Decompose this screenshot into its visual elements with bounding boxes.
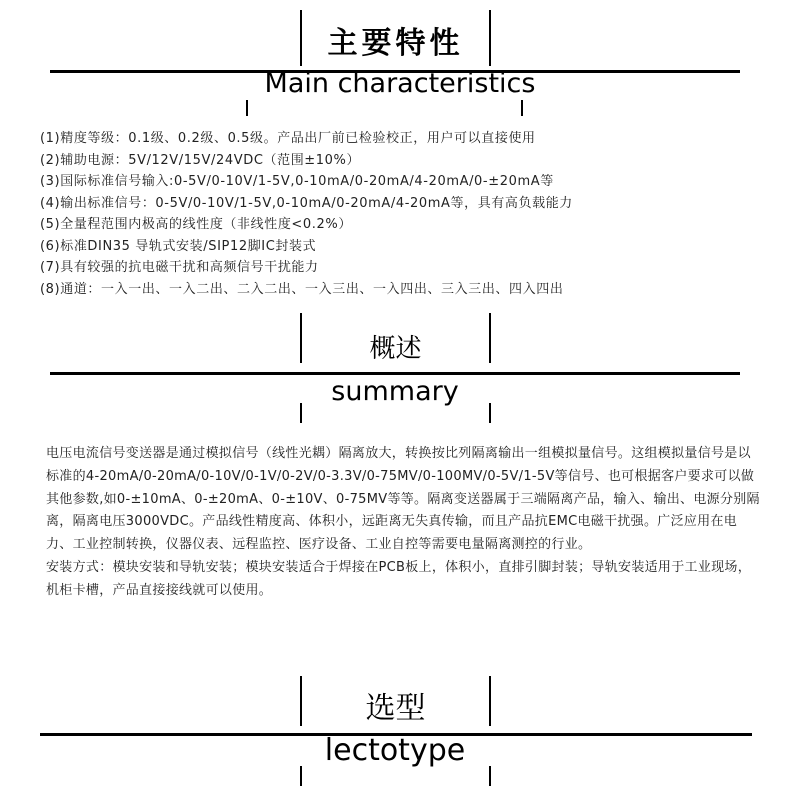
bracket-right-top [489,676,491,726]
bracket-right-bottom [489,766,491,786]
bracket-right-bottom [521,100,523,116]
section-title-cn: 选型 [365,691,426,726]
bracket-left-bottom [246,100,248,116]
bracket-right-bottom [489,403,491,423]
bracket-right-top [489,10,491,66]
bracket-right-top [489,313,491,363]
list-item: (6)标准DIN35 导轨式安装/SIP12脚IC封装式 [40,238,317,254]
list-item: (3)国际标准信号输入:0-5V/0-10V/1-5V,0-10mA/0-20mA/4-20mA/0-±20mA等 [40,174,554,189]
list-item: (1)精度等级：0.1级、0.2级、0.5级。产品出厂前已检验校正，用户可以直接使用 [40,131,536,146]
installation-paragraph: 安装方式：模块安装和导轨安装；模块安装适合于焊接在PCB板上，体积小，直排引脚封装；导轨安装适用于工业现场，机柜卡槽，产品直接接线就可以使用。 [46,559,752,598]
section-title-cn: 主要特性 [327,26,464,61]
section-title-en: lectotype [324,733,466,768]
divider-line [50,372,740,375]
section-title-en: summary [331,376,459,407]
list-item: (5)全量程范围内极高的线性度（非线性度<0.2%） [40,217,352,232]
section-title-cn: 概述 [369,334,422,364]
bracket-left-bottom [300,766,302,786]
list-item: (8)通道：一入一出、一入二出、二入二出、一入三出、一入四出、三入三出、四入四出 [40,281,564,297]
list-item: (4)输出标准信号：0-5V/0-10V/1-5V,0-10mA/0-20mA/4-20mA等，具有高负载能力 [40,195,573,211]
summary-text [46,443,762,603]
bracket-left-bottom [300,403,302,423]
section-title-en: Main characteristics [264,68,536,99]
list-item: (2)辅助电源：5V/12V/15V/24VDC（范围±10%） [40,152,361,168]
list-item: (7)具有较强的抗电磁干扰和高频信号干扰能力 [40,260,319,275]
feature-list [40,128,573,300]
summary-paragraph: 电压电流信号变送器是通过模拟信号（线性光耦）隔离放大，转换按比列隔离输出一组模拟量信号。这组模拟量信号是以标准的4-20mA/0-20mA/0-10V/0-1V/0-2V/0-3.3V/0-75MV/0-100MV/0-5V/1-5V等信号、也可根据客户要求可以做其他参数,如0-±10mA、0-±20mA、0-±10V、0-75MV等等。隔离变送器属于三端隔离产品，输入、输出、电源分别隔离，隔离电压3000VDC。产品线性精度高、体积小，远距离无失真传输，而且产品抗EMC电磁干扰强。广泛应用在电力、工业控制转换，仪器仪表、远程监控、医疗设备、工业自控等需要电量隔离测控的行业。 [46,446,760,553]
